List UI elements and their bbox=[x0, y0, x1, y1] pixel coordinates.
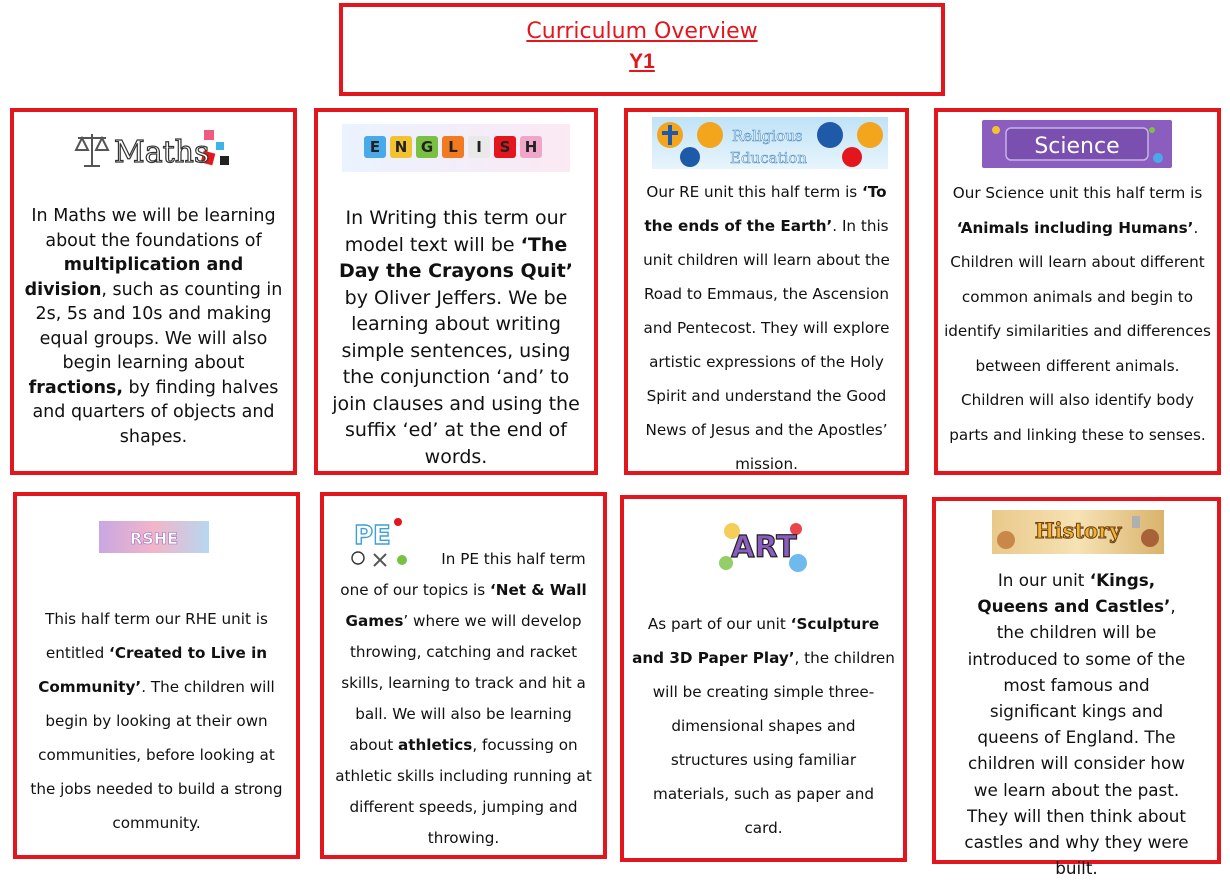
re-card bbox=[624, 108, 909, 475]
re-description: Our RE unit this half term is ‘To the ends of the Earth’. In this unit children will learn about the Road to Emmaus, the Ascension and Pentecost. They will explore artistic expressions of the Holy Spirit and understand the Good News of Jesus and the Apostles’ mission. bbox=[643, 183, 890, 473]
art-description: As part of our unit ‘Sculpture and 3D Paper Play’, the children will be creating simple three-dimensional shapes and structures using familiar materials, such as paper and card. bbox=[632, 615, 895, 837]
science-banner-image bbox=[982, 120, 1172, 168]
year-label: Y1 bbox=[629, 50, 655, 73]
english-letter-g: G bbox=[420, 138, 434, 156]
english-letter-l: L bbox=[448, 138, 458, 156]
english-letter-i: I bbox=[476, 138, 482, 156]
re-banner-line2: Education bbox=[730, 149, 808, 167]
english-letter-h: H bbox=[524, 138, 538, 156]
art-banner-image bbox=[712, 517, 816, 577]
rshe-description: This half term our RHE unit is entitled ‘Created to Live in Community’. The children will begin by looking at their own communities, before looking at the jobs needed to build a strong community. bbox=[30, 610, 283, 832]
art-banner-text: ART bbox=[731, 530, 797, 565]
re-banner-line1: Religious bbox=[732, 127, 803, 145]
rshe-banner-image bbox=[99, 521, 209, 553]
pe-description: In PE this half term one of our topics is ‘Net & Wall Games’ where we will develop throwing, catching and racket skills, learning to track and hit a ball. We will also be learning about athletics, focussing on athletic skills including running at different speeds, jumping and throwing. bbox=[335, 550, 592, 847]
science-banner-text: Science bbox=[1034, 134, 1120, 159]
science-card bbox=[934, 108, 1221, 475]
maths-description: In Maths we will be learning about the foundations of multiplication and division, such as counting in 2s, 5s and 10s and making equal groups. We will also begin learning about fractions, by finding halves and quarters of objects and shapes. bbox=[24, 206, 283, 447]
english-banner-image bbox=[342, 124, 570, 172]
history-banner-text: History bbox=[1034, 518, 1122, 543]
art-card bbox=[620, 495, 907, 862]
pe-card bbox=[320, 492, 607, 859]
history-card bbox=[932, 497, 1221, 879]
english-description: In Writing this term our model text will be ‘The Day the Crayons Quit’ by Oliver Jeffers. We be learning about writing simple sentences, using the conjunction ‘and’ to join clauses and using the suffix ‘ed’ at the end of words. bbox=[332, 207, 580, 468]
rshe-card bbox=[13, 492, 300, 859]
page-title: Curriculum Overview bbox=[526, 19, 758, 44]
history-description: In our unit ‘Kings, Queens and Castles’, the children will be introduced to some of the most famous and significant kings and queens of England. The children will consider how we learn about the past. They will then think about castles and why they were built. bbox=[964, 570, 1189, 879]
re-banner-image bbox=[652, 117, 888, 169]
english-letter-n: N bbox=[394, 138, 408, 156]
english-card bbox=[314, 108, 598, 475]
maths-banner-text: Maths bbox=[114, 135, 210, 170]
rshe-banner-text: RSHE bbox=[129, 529, 179, 548]
pe-banner-text: PE bbox=[354, 521, 391, 551]
maths-banner-image bbox=[74, 126, 234, 172]
english-letter-e: E bbox=[369, 138, 381, 156]
science-description: Our Science unit this half term is ‘Animals including Humans’. Children will learn about different common animals and begin to identify similarities and differences between different animals. Children will also identify body parts and linking these to senses. bbox=[944, 184, 1211, 444]
maths-card bbox=[10, 108, 297, 475]
history-banner-image bbox=[992, 510, 1164, 554]
english-letter-s: S bbox=[499, 138, 511, 156]
title-box bbox=[339, 3, 945, 96]
